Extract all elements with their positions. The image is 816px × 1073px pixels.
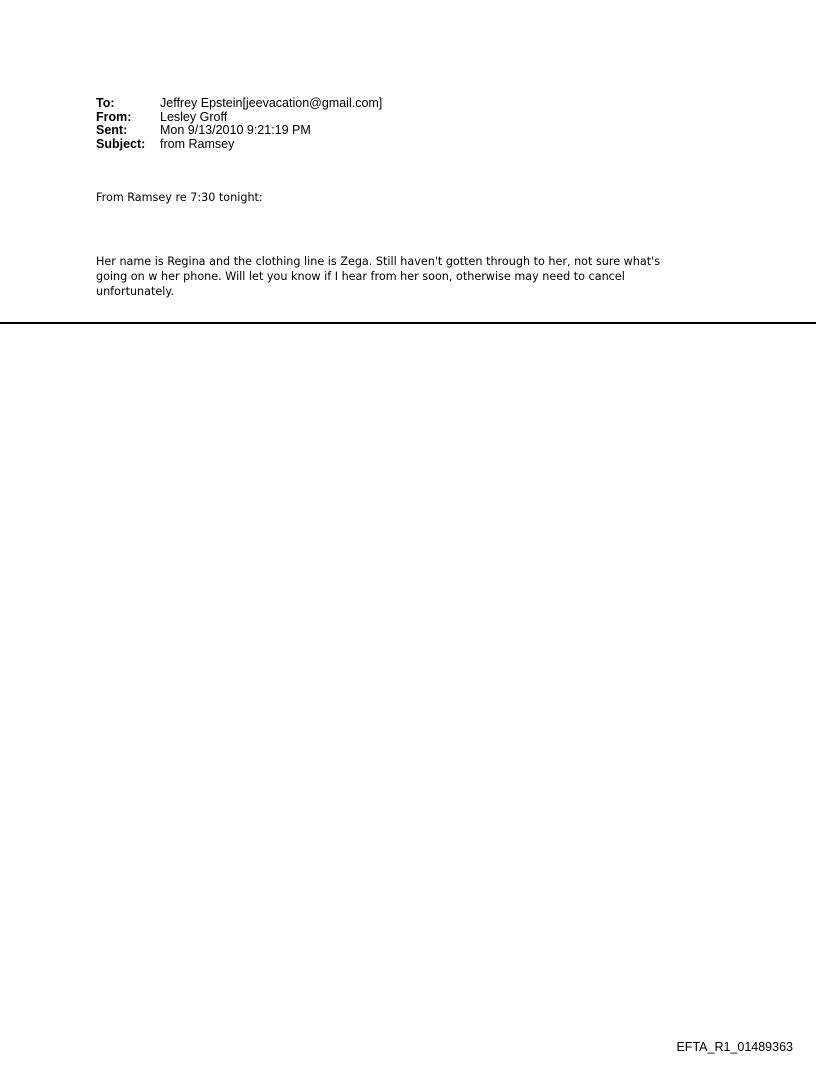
subject-value: from Ramsey: [160, 136, 235, 151]
from-label: From:: [96, 109, 132, 124]
subject-row: [96, 138, 382, 152]
sent-label: Sent:: [96, 123, 128, 137]
to-row: [96, 97, 382, 111]
subject-label: Subject:: [96, 136, 146, 151]
message-line: unfortunately.: [96, 285, 174, 298]
to-label: To:: [96, 96, 115, 110]
page-divider: [0, 322, 816, 324]
to-value: Jeffrey Epstein[jeevacation@gmail.com]: [160, 96, 383, 110]
message-line: going on w her phone. Will let you know if I hear from her soon, otherwise may need to cancel: [96, 270, 625, 283]
from-value: Lesley Groff: [160, 109, 228, 124]
from-row: [96, 111, 382, 125]
email-body-intro: From Ramsey re 7:30 tonight:: [96, 191, 263, 204]
message-line: Her name is Regina and the clothing line is Zega. Still haven't gotten through to her, not sure what's: [96, 255, 661, 268]
bates-number: EFTA_R1_01489363: [676, 1040, 793, 1054]
sent-row: [96, 124, 382, 138]
sent-value: Mon 9/13/2010 9:21:19 PM: [160, 123, 311, 137]
email-body-message: [96, 254, 736, 299]
email-header: [96, 97, 382, 151]
